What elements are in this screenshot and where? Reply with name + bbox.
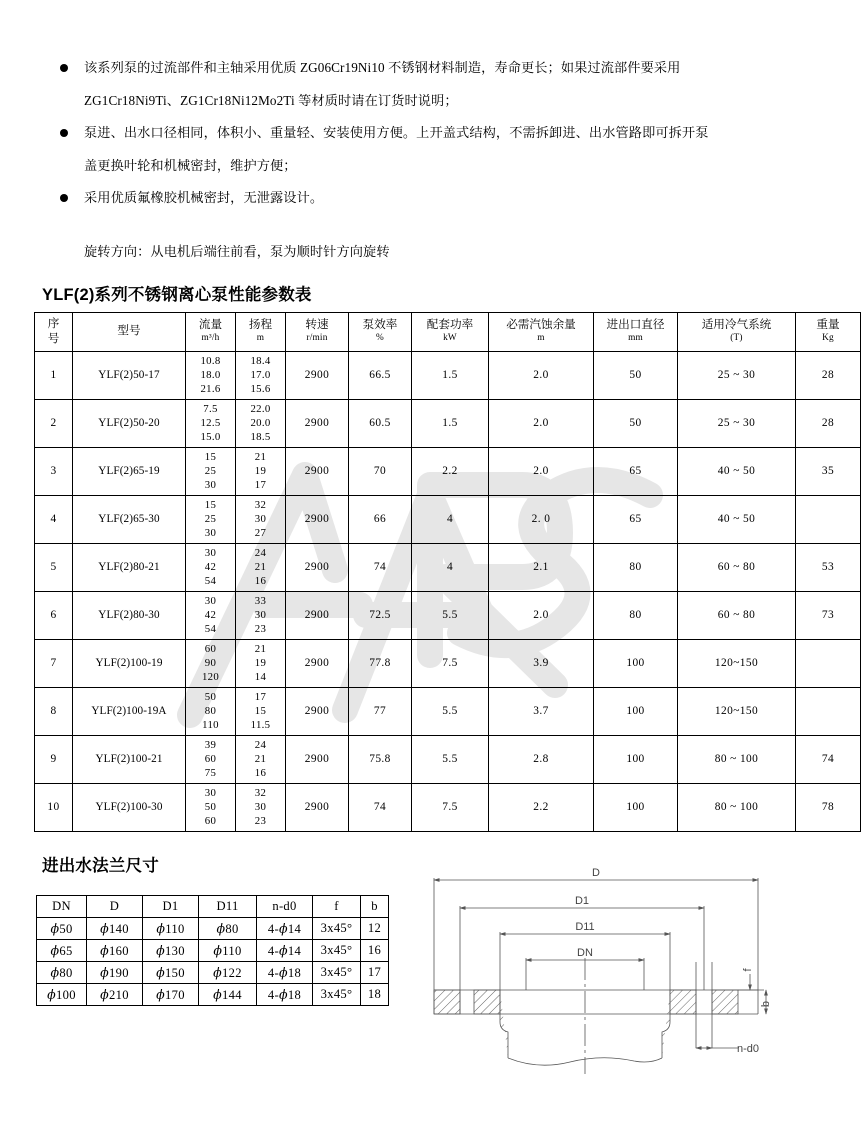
cell-head-value: 30 <box>254 512 267 525</box>
cell-efficiency: 66 <box>349 495 412 543</box>
flange-table <box>36 895 389 1006</box>
col-header-cooling: 适用冷气系统 (T) <box>678 313 796 352</box>
intro-bullet-line: 盖更换叶轮和机械密封，维护方便； <box>84 157 297 173</box>
flange-cell-nd0: 4-ϕ18 <box>257 984 313 1006</box>
cell-model: YLF(2)50-17 <box>73 351 186 399</box>
table-row <box>35 735 861 783</box>
cell-no: 7 <box>35 639 73 687</box>
cell-head-value: 18.4 <box>250 354 271 367</box>
flange-cell-d1: ϕ170 <box>143 984 199 1006</box>
cell-head <box>236 639 286 687</box>
cell-power: 4 <box>412 495 489 543</box>
flange-cell-b: 18 <box>361 984 389 1006</box>
table-row <box>35 591 861 639</box>
drawing-label-f: f <box>742 968 754 972</box>
cell-model: YLF(2)65-19 <box>73 447 186 495</box>
intro-bullet-list <box>58 52 758 215</box>
performance-table <box>34 312 861 832</box>
cell-efficiency: 70 <box>349 447 412 495</box>
cell-weight: 28 <box>796 399 861 447</box>
performance-table-container <box>34 312 840 832</box>
cell-head <box>236 735 286 783</box>
cell-flow-value: 60 <box>204 815 217 828</box>
cell-no: 4 <box>35 495 73 543</box>
cell-head-value: 27 <box>254 527 267 540</box>
cell-power: 5.5 <box>412 735 489 783</box>
cell-flow-value: 110 <box>202 719 219 732</box>
flange-col-header-dn: DN <box>37 896 87 918</box>
flange-cell-f: 3x45° <box>313 940 361 962</box>
cell-model: YLF(2)65-30 <box>73 495 186 543</box>
cell-no: 2 <box>35 399 73 447</box>
cell-flow-value: 80 <box>204 704 217 717</box>
col-header-efficiency: 泵效率 % <box>349 313 412 352</box>
flange-cell-f: 3x45° <box>313 984 361 1006</box>
cell-weight <box>796 639 861 687</box>
cell-weight <box>796 495 861 543</box>
flange-cell-nd0: 4-ϕ14 <box>257 918 313 940</box>
cell-head-value: 17 <box>254 690 267 703</box>
cell-flow-value: 50 <box>204 690 217 703</box>
cell-flow-value: 7.5 <box>203 402 218 415</box>
cell-npsh: 2.8 <box>489 735 594 783</box>
cell-head-value: 30 <box>254 800 267 813</box>
col-header-head: 扬程 m <box>236 313 286 352</box>
cell-head-value: 22.0 <box>250 402 271 415</box>
cell-power: 7.5 <box>412 783 489 831</box>
cell-weight <box>796 687 861 735</box>
intro-bullet-line: 该系列泵的过流部件和主轴采用优质 ZG06Cr19Ni10 不锈钢材料制造，寿命更长；如果过流部件要采用 <box>84 60 681 75</box>
flange-col-header-f: f <box>313 896 361 918</box>
cell-head <box>236 543 286 591</box>
cell-head-value: 16 <box>254 767 267 780</box>
cell-head-value: 24 <box>254 738 267 751</box>
cell-model: YLF(2)100-21 <box>73 735 186 783</box>
cell-head-value: 32 <box>254 498 267 511</box>
table-row <box>35 399 861 447</box>
intro-bullet-item <box>58 182 758 215</box>
cell-head-value: 15.6 <box>250 383 271 396</box>
flange-cell-b: 16 <box>361 940 389 962</box>
rotation-direction-note: 旋转方向：从电机后端往前看，泵为顺时针方向旋转 <box>84 244 390 259</box>
bullet-dot-icon <box>60 194 68 202</box>
cell-flow-value: 75 <box>204 767 217 780</box>
flange-cell-b: 12 <box>361 918 389 940</box>
cell-flow-value: 60 <box>204 752 217 765</box>
cell-npsh: 2.0 <box>489 591 594 639</box>
cell-flow-value: 15 <box>204 498 217 511</box>
cell-efficiency: 77.8 <box>349 639 412 687</box>
cell-head-value: 21 <box>254 560 267 573</box>
col-header-no <box>35 313 73 352</box>
cell-flow-value: 54 <box>204 623 217 636</box>
cell-flow-value: 90 <box>204 656 217 669</box>
flange-cell-d1: ϕ150 <box>143 962 199 984</box>
cell-npsh: 2.0 <box>489 447 594 495</box>
intro-bullet-item <box>58 52 758 117</box>
flange-table-row <box>37 962 389 984</box>
table-row <box>35 543 861 591</box>
drawing-label-d11: D11 <box>575 921 595 933</box>
table-row <box>35 639 861 687</box>
cell-npsh: 2.1 <box>489 543 594 591</box>
drawing-label-d: D <box>592 867 600 879</box>
table-row <box>35 447 861 495</box>
col-header-speed: 转速 r/min <box>286 313 349 352</box>
cell-head-value: 14 <box>254 671 267 684</box>
cell-power: 7.5 <box>412 639 489 687</box>
cell-head-value: 15 <box>254 704 267 717</box>
cell-flow-value: 50 <box>204 800 217 813</box>
cell-cooling: 25 ~ 30 <box>678 399 796 447</box>
cell-cooling: 80 ~ 100 <box>678 735 796 783</box>
table-row <box>35 687 861 735</box>
cell-head-value: 18.5 <box>250 431 271 444</box>
flange-cell-d11: ϕ110 <box>199 940 257 962</box>
cell-cooling: 40 ~ 50 <box>678 495 796 543</box>
cell-cooling: 25 ~ 30 <box>678 351 796 399</box>
cell-cooling: 120~150 <box>678 687 796 735</box>
cell-cooling: 80 ~ 100 <box>678 783 796 831</box>
cell-efficiency: 66.5 <box>349 351 412 399</box>
flange-col-header-nd0: n-d0 <box>257 896 313 918</box>
drawing-label-d1: D1 <box>574 895 590 907</box>
col-header-power: 配套功率 kW <box>412 313 489 352</box>
flange-cell-f: 3x45° <box>313 962 361 984</box>
cell-flow-value: 120 <box>201 671 220 684</box>
cell-flow-value: 10.8 <box>200 354 221 367</box>
col-header-npsh: 必需汽蚀余量 m <box>489 313 594 352</box>
flange-cell-dn: ϕ100 <box>37 984 87 1006</box>
cell-cooling: 40 ~ 50 <box>678 447 796 495</box>
flange-col-header-d11: D11 <box>199 896 257 918</box>
drawing-label-nd0: n-d0 <box>737 1043 760 1055</box>
flange-cell-d: ϕ140 <box>87 918 143 940</box>
flange-cell-d11: ϕ80 <box>199 918 257 940</box>
cell-diameter: 100 <box>594 783 678 831</box>
cell-head-value: 33 <box>254 594 267 607</box>
cell-cooling: 60 ~ 80 <box>678 591 796 639</box>
flange-cell-b: 17 <box>361 962 389 984</box>
cell-flow-value: 30 <box>204 546 217 559</box>
cell-npsh: 3.7 <box>489 687 594 735</box>
cell-npsh: 2.0 <box>489 399 594 447</box>
performance-table-title: YLF(2)系列不锈钢离心泵性能参数表 <box>42 286 312 304</box>
flange-cell-nd0: 4-ϕ18 <box>257 962 313 984</box>
cell-head-value: 23 <box>254 623 267 636</box>
cell-flow <box>186 639 236 687</box>
cell-efficiency: 72.5 <box>349 591 412 639</box>
flange-table-row <box>37 940 389 962</box>
col-header-no-char1: 序 <box>47 317 60 330</box>
cell-head-value: 17.0 <box>250 368 271 381</box>
bullet-dot-icon <box>60 129 68 137</box>
flange-cell-d1: ϕ130 <box>143 940 199 962</box>
cell-model: YLF(2)80-21 <box>73 543 186 591</box>
intro-bullet-item <box>58 117 758 182</box>
cell-model: YLF(2)100-19A <box>73 687 186 735</box>
table-row <box>35 351 861 399</box>
cell-flow-value: 30 <box>204 786 217 799</box>
col-header-model: 型号 <box>73 313 186 352</box>
cell-flow-value: 42 <box>204 560 217 573</box>
flange-table-row <box>37 918 389 940</box>
flange-cell-nd0: 4-ϕ14 <box>257 940 313 962</box>
cell-head-value: 20.0 <box>250 416 271 429</box>
cell-head-value: 21 <box>254 642 267 655</box>
cell-efficiency: 74 <box>349 543 412 591</box>
cell-diameter: 80 <box>594 543 678 591</box>
col-header-no-char2: 号 <box>47 331 60 345</box>
cell-npsh: 2.2 <box>489 783 594 831</box>
cell-no: 3 <box>35 447 73 495</box>
cell-flow <box>186 543 236 591</box>
cell-no: 9 <box>35 735 73 783</box>
cell-head <box>236 783 286 831</box>
cell-speed: 2900 <box>286 783 349 831</box>
cell-flow-value: 54 <box>204 575 217 588</box>
table-row <box>35 783 861 831</box>
cell-speed: 2900 <box>286 639 349 687</box>
cell-flow <box>186 687 236 735</box>
cell-head <box>236 591 286 639</box>
cell-flow-value: 21.6 <box>200 383 221 396</box>
cell-speed: 2900 <box>286 687 349 735</box>
cell-efficiency: 77 <box>349 687 412 735</box>
cell-head <box>236 351 286 399</box>
cell-weight: 53 <box>796 543 861 591</box>
cell-diameter: 65 <box>594 495 678 543</box>
cell-flow <box>186 399 236 447</box>
cell-head-value: 17 <box>254 479 267 492</box>
cell-flow <box>186 495 236 543</box>
flange-cell-d: ϕ190 <box>87 962 143 984</box>
cell-no: 6 <box>35 591 73 639</box>
cell-head-value: 16 <box>254 575 267 588</box>
flange-cell-f: 3x45° <box>313 918 361 940</box>
intro-bullet-line: ZG1Cr18Ni9Ti、ZG1Cr18Ni12Mo2Ti 等材质时请在订货时说明； <box>84 92 458 108</box>
cell-head-value: 21 <box>254 752 267 765</box>
cell-flow-value: 30 <box>204 479 217 492</box>
cell-diameter: 100 <box>594 687 678 735</box>
cell-head <box>236 447 286 495</box>
cell-npsh: 2.0 <box>489 351 594 399</box>
cell-efficiency: 74 <box>349 783 412 831</box>
cell-diameter: 80 <box>594 591 678 639</box>
table-row <box>35 495 861 543</box>
flange-cell-d: ϕ210 <box>87 984 143 1006</box>
cell-speed: 2900 <box>286 543 349 591</box>
cell-diameter: 65 <box>594 447 678 495</box>
flange-table-title: 进出水法兰尺寸 <box>42 857 159 875</box>
cell-flow <box>186 447 236 495</box>
drawing-label-dn: DN <box>577 947 593 959</box>
flange-col-header-d1: D1 <box>143 896 199 918</box>
cell-efficiency: 60.5 <box>349 399 412 447</box>
flange-table-row <box>37 984 389 1006</box>
cell-power: 1.5 <box>412 351 489 399</box>
cell-weight: 28 <box>796 351 861 399</box>
flange-col-header-d: D <box>87 896 143 918</box>
flange-cell-d11: ϕ144 <box>199 984 257 1006</box>
cell-speed: 2900 <box>286 399 349 447</box>
cell-flow-value: 30 <box>204 527 217 540</box>
cell-head-value: 19 <box>254 656 267 669</box>
cell-no: 5 <box>35 543 73 591</box>
cell-head-value: 23 <box>254 815 267 828</box>
intro-bullet-line: 泵进、出水口径相同，体积小、重量轻、安装使用方便。上开盖式结构，不需拆卸进、出水管路即可拆开泵 <box>84 125 709 141</box>
flange-col-header-b: b <box>361 896 389 918</box>
cell-diameter: 100 <box>594 735 678 783</box>
cell-diameter: 50 <box>594 399 678 447</box>
cell-weight: 73 <box>796 591 861 639</box>
cell-flow-value: 25 <box>204 464 217 477</box>
flange-cell-dn: ϕ80 <box>37 962 87 984</box>
cell-power: 2.2 <box>412 447 489 495</box>
cell-npsh: 3.9 <box>489 639 594 687</box>
cell-flow-value: 25 <box>204 512 217 525</box>
cell-model: YLF(2)100-19 <box>73 639 186 687</box>
cell-npsh: 2. 0 <box>489 495 594 543</box>
cell-diameter: 50 <box>594 351 678 399</box>
col-header-flow: 流量 m³/h <box>186 313 236 352</box>
cell-flow <box>186 591 236 639</box>
flange-cell-dn: ϕ50 <box>37 918 87 940</box>
cell-weight: 74 <box>796 735 861 783</box>
cell-head-value: 21 <box>254 450 267 463</box>
flange-technical-drawing <box>420 862 772 1080</box>
cell-model: YLF(2)50-20 <box>73 399 186 447</box>
cell-speed: 2900 <box>286 735 349 783</box>
bullet-dot-icon <box>60 64 68 72</box>
cell-flow <box>186 735 236 783</box>
col-header-weight: 重量 Kg <box>796 313 861 352</box>
cell-head <box>236 399 286 447</box>
cell-power: 4 <box>412 543 489 591</box>
cell-weight: 35 <box>796 447 861 495</box>
cell-head-value: 19 <box>254 464 267 477</box>
cell-weight: 78 <box>796 783 861 831</box>
flange-cell-d11: ϕ122 <box>199 962 257 984</box>
cell-flow-value: 60 <box>204 642 217 655</box>
cell-power: 5.5 <box>412 591 489 639</box>
cell-head <box>236 687 286 735</box>
flange-table-container <box>36 895 388 1006</box>
flange-cell-d1: ϕ110 <box>143 918 199 940</box>
cell-cooling: 120~150 <box>678 639 796 687</box>
cell-speed: 2900 <box>286 447 349 495</box>
cell-head-value: 24 <box>254 546 267 559</box>
cell-model: YLF(2)100-30 <box>73 783 186 831</box>
cell-flow-value: 39 <box>204 738 217 751</box>
cell-speed: 2900 <box>286 495 349 543</box>
cell-flow <box>186 783 236 831</box>
cell-power: 1.5 <box>412 399 489 447</box>
cell-flow-value: 15 <box>204 450 217 463</box>
cell-flow-value: 12.5 <box>200 416 221 429</box>
cell-cooling: 60 ~ 80 <box>678 543 796 591</box>
cell-no: 10 <box>35 783 73 831</box>
cell-head-value: 11.5 <box>250 719 271 732</box>
cell-flow-value: 15.0 <box>200 431 221 444</box>
cell-flow-value: 42 <box>204 608 217 621</box>
cell-flow-value: 30 <box>204 594 217 607</box>
cell-speed: 2900 <box>286 591 349 639</box>
cell-head-value: 30 <box>254 608 267 621</box>
cell-head <box>236 495 286 543</box>
cell-diameter: 100 <box>594 639 678 687</box>
cell-flow-value: 18.0 <box>200 368 221 381</box>
drawing-label-b: b <box>760 1000 772 1008</box>
cell-power: 5.5 <box>412 687 489 735</box>
cell-efficiency: 75.8 <box>349 735 412 783</box>
cell-head-value: 32 <box>254 786 267 799</box>
flange-header-row <box>37 896 389 918</box>
cell-model: YLF(2)80-30 <box>73 591 186 639</box>
cell-no: 8 <box>35 687 73 735</box>
cell-flow <box>186 351 236 399</box>
cell-speed: 2900 <box>286 351 349 399</box>
cell-no: 1 <box>35 351 73 399</box>
flange-cell-d: ϕ160 <box>87 940 143 962</box>
flange-cell-dn: ϕ65 <box>37 940 87 962</box>
table-header-row <box>35 313 861 352</box>
col-header-diameter: 进出口直径 mm <box>594 313 678 352</box>
intro-bullet-line: 采用优质氟橡胶机械密封，无泄露设计。 <box>84 190 324 206</box>
